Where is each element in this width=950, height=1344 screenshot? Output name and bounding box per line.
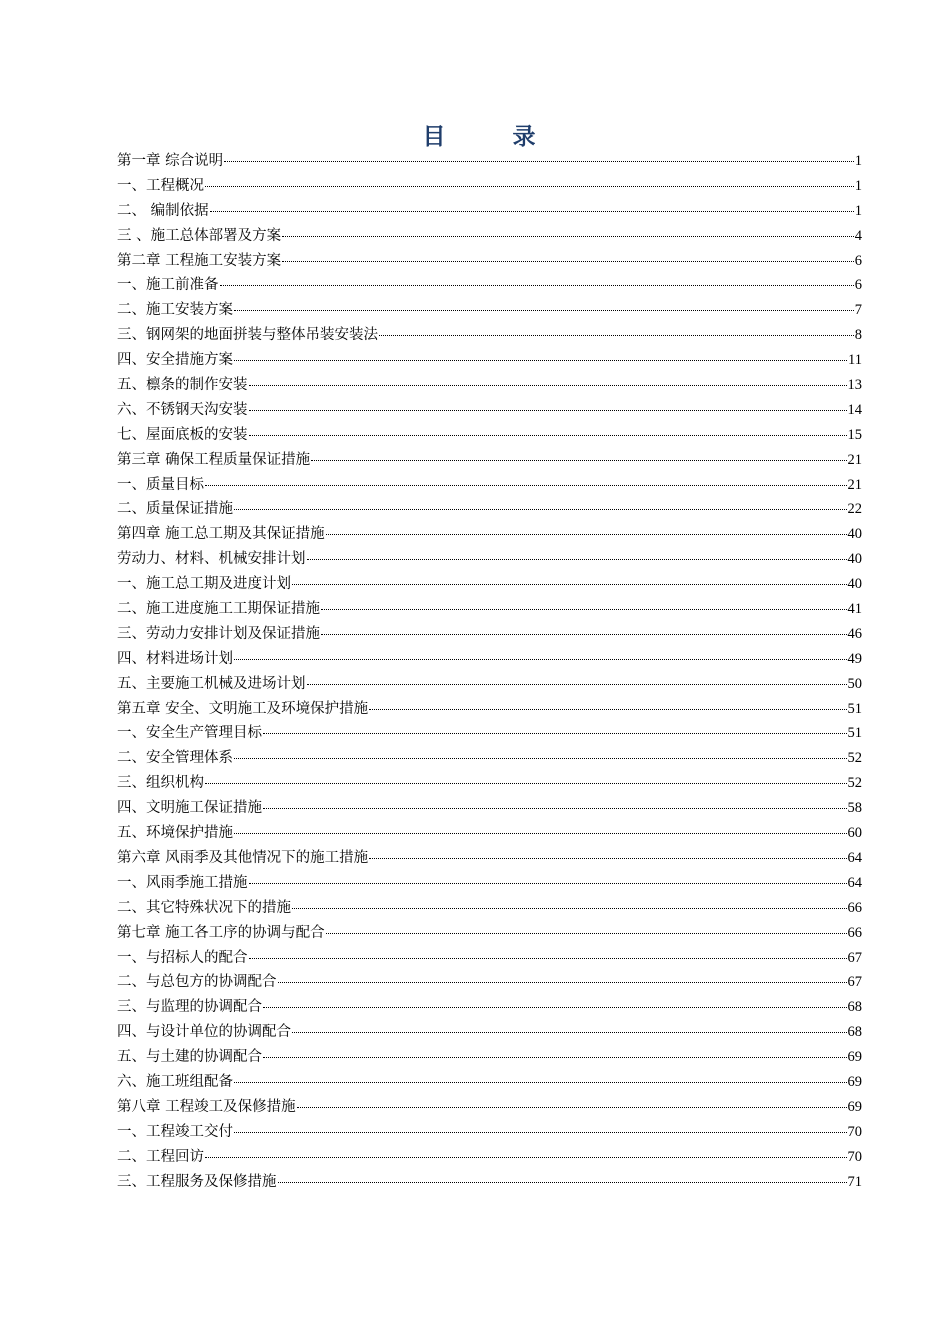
toc-page-number[interactable]: 69 bbox=[847, 1098, 862, 1115]
toc-dot-leader bbox=[234, 310, 854, 311]
toc-entry[interactable] bbox=[117, 149, 862, 174]
toc-dot-leader bbox=[205, 783, 847, 784]
toc-page-number[interactable]: 69 bbox=[847, 1049, 862, 1066]
toc-entry-label[interactable]: 二、施工进度施工工期保证措施 bbox=[117, 601, 320, 618]
toc-entry[interactable] bbox=[117, 1095, 862, 1120]
toc-entry-label[interactable]: 七、屋面底板的安装 bbox=[117, 426, 248, 443]
toc-entry[interactable] bbox=[117, 672, 862, 697]
toc-entry[interactable] bbox=[117, 921, 862, 946]
toc-dot-leader bbox=[249, 410, 847, 411]
toc-entry[interactable] bbox=[117, 995, 862, 1020]
toc-entry-label[interactable]: 二、工程回访 bbox=[117, 1148, 204, 1165]
toc-entry[interactable] bbox=[117, 970, 862, 995]
toc-page-number[interactable]: 1 bbox=[854, 153, 862, 169]
toc-dot-leader bbox=[234, 758, 847, 759]
toc-entry-label[interactable]: 五、檩条的制作安装 bbox=[117, 377, 248, 394]
toc-entry-label[interactable]: 第四章 施工总工期及其保证措施 bbox=[117, 526, 325, 543]
toc-entry[interactable] bbox=[117, 398, 862, 423]
toc-entry[interactable] bbox=[117, 224, 862, 249]
toc-entry[interactable] bbox=[117, 522, 862, 547]
toc-entry-label[interactable]: 三、钢网架的地面拼装与整体吊装安装法 bbox=[117, 327, 378, 344]
toc-dot-leader bbox=[282, 236, 854, 237]
toc-entry[interactable] bbox=[117, 199, 862, 224]
toc-entry-label[interactable]: 二、质量保证措施 bbox=[117, 501, 233, 518]
toc-entry[interactable] bbox=[117, 497, 862, 522]
toc-page-number[interactable]: 67 bbox=[847, 949, 862, 966]
toc-page-number[interactable]: 58 bbox=[847, 800, 862, 817]
toc-page-number[interactable]: 7 bbox=[854, 302, 862, 319]
toc-entry[interactable] bbox=[117, 1070, 862, 1095]
toc-dot-leader bbox=[234, 360, 847, 361]
toc-entry-label[interactable]: 四、安全措施方案 bbox=[117, 352, 233, 369]
toc-entry-label[interactable]: 一、施工总工期及进度计划 bbox=[117, 576, 291, 593]
toc-entry-label[interactable]: 一、工程概况 bbox=[117, 177, 204, 194]
toc-entry-label[interactable]: 六、不锈钢天沟安装 bbox=[117, 401, 248, 418]
toc-entry-label[interactable]: 三、劳动力安排计划及保证措施 bbox=[117, 625, 320, 642]
toc-entry-label[interactable]: 第八章 工程竣工及保修措施 bbox=[117, 1098, 296, 1115]
toc-page-number[interactable]: 50 bbox=[847, 675, 862, 692]
toc-entry[interactable] bbox=[117, 871, 862, 896]
toc-dot-leader bbox=[263, 1007, 847, 1008]
toc-page-number[interactable]: 1 bbox=[854, 202, 862, 219]
toc-entry[interactable] bbox=[117, 597, 862, 622]
toc-entry-label[interactable]: 三 、施工总体部署及方案 bbox=[117, 227, 282, 244]
toc-dot-leader bbox=[234, 509, 847, 510]
toc-page-number[interactable]: 66 bbox=[847, 899, 862, 916]
toc-entry[interactable] bbox=[117, 473, 862, 498]
toc-dot-leader bbox=[205, 1157, 847, 1158]
toc-page-number[interactable]: 22 bbox=[847, 501, 862, 518]
toc-page-number[interactable]: 60 bbox=[847, 825, 862, 842]
toc-page-number[interactable]: 41 bbox=[847, 601, 862, 618]
toc-entry[interactable] bbox=[117, 821, 862, 846]
toc-dot-leader bbox=[249, 883, 847, 884]
toc-entry-label[interactable]: 四、文明施工保证措施 bbox=[117, 800, 262, 817]
toc-entry-label[interactable]: 第五章 安全、文明施工及环境保护措施 bbox=[117, 700, 369, 717]
toc-page-number[interactable]: 15 bbox=[847, 426, 862, 443]
toc-page-number[interactable]: 70 bbox=[847, 1148, 862, 1165]
toc-dot-leader bbox=[326, 534, 847, 535]
toc-entry-label[interactable]: 三、工程服务及保修措施 bbox=[117, 1173, 277, 1190]
toc-page-number[interactable]: 21 bbox=[847, 451, 862, 468]
toc-page-number[interactable]: 46 bbox=[847, 625, 862, 642]
toc-entry-label[interactable]: 第六章 风雨季及其他情况下的施工措施 bbox=[117, 849, 369, 866]
toc-dot-leader bbox=[278, 982, 847, 983]
toc-page-number[interactable]: 21 bbox=[847, 476, 862, 493]
toc-entry[interactable] bbox=[117, 249, 862, 274]
toc-entry-label[interactable]: 一、风雨季施工措施 bbox=[117, 874, 248, 891]
toc-entry[interactable] bbox=[117, 1145, 862, 1170]
toc-page-number[interactable]: 67 bbox=[847, 974, 862, 991]
toc-page-number[interactable]: 14 bbox=[847, 401, 862, 418]
toc-dot-leader bbox=[307, 559, 847, 560]
toc-page-number[interactable]: 11 bbox=[848, 352, 862, 369]
toc-dot-leader bbox=[297, 1107, 847, 1108]
toc-page-number[interactable]: 8 bbox=[854, 327, 862, 344]
toc-entry[interactable] bbox=[117, 448, 862, 473]
toc-entry[interactable] bbox=[117, 373, 862, 398]
toc-page-number[interactable]: 66 bbox=[847, 924, 862, 941]
toc-entry[interactable] bbox=[117, 423, 862, 448]
toc-entry[interactable] bbox=[117, 547, 862, 572]
toc-page-number[interactable]: 40 bbox=[847, 551, 862, 568]
toc-entry-label[interactable]: 二、 编制依据 bbox=[117, 202, 209, 219]
toc-dot-leader bbox=[282, 261, 854, 262]
toc-entry[interactable] bbox=[117, 796, 862, 821]
toc-page-number[interactable]: 40 bbox=[847, 576, 862, 593]
toc-page-number[interactable]: 68 bbox=[847, 999, 862, 1016]
toc-dot-leader bbox=[210, 211, 854, 212]
toc-entry-label[interactable]: 五、环境保护措施 bbox=[117, 825, 233, 842]
toc-entry-label[interactable]: 二、安全管理体系 bbox=[117, 750, 233, 767]
toc-entry[interactable] bbox=[117, 697, 862, 722]
toc-dot-leader bbox=[278, 1182, 847, 1183]
toc-dot-leader bbox=[249, 435, 847, 436]
toc-dot-leader bbox=[326, 933, 847, 934]
toc-entry[interactable] bbox=[117, 946, 862, 971]
toc-page-number[interactable]: 1 bbox=[854, 177, 862, 194]
toc-entry-label[interactable]: 第三章 确保工程质量保证措施 bbox=[117, 451, 311, 468]
toc-page-number[interactable]: 69 bbox=[847, 1073, 862, 1090]
toc-entry[interactable] bbox=[117, 647, 862, 672]
toc-page-number[interactable]: 52 bbox=[847, 750, 862, 767]
toc-entry-label[interactable]: 一、施工前准备 bbox=[117, 277, 219, 294]
toc-entry[interactable] bbox=[117, 273, 862, 298]
toc-page-number[interactable]: 51 bbox=[847, 700, 862, 717]
toc-entry[interactable] bbox=[117, 1020, 862, 1045]
toc-entry-label[interactable]: 四、与设计单位的协调配合 bbox=[117, 1024, 291, 1041]
toc-dot-leader bbox=[369, 709, 846, 710]
page-title: 目 录 bbox=[422, 123, 558, 150]
toc-dot-leader bbox=[263, 733, 847, 734]
toc-entry[interactable] bbox=[117, 896, 862, 921]
toc-dot-leader bbox=[369, 858, 846, 859]
toc-page-number[interactable]: 49 bbox=[847, 650, 862, 667]
toc-entry[interactable] bbox=[117, 771, 862, 796]
toc-dot-leader bbox=[220, 285, 854, 286]
toc-dot-leader bbox=[234, 659, 847, 660]
toc-dot-leader bbox=[249, 385, 847, 386]
toc-page-number[interactable]: 71 bbox=[847, 1173, 862, 1190]
toc-dot-leader bbox=[321, 634, 847, 635]
toc-entry-label[interactable]: 四、材料进场计划 bbox=[117, 650, 233, 667]
toc-page-number[interactable]: 6 bbox=[854, 277, 862, 294]
toc-entry[interactable] bbox=[117, 622, 862, 647]
toc-entry[interactable] bbox=[117, 572, 862, 597]
toc-dot-leader bbox=[224, 161, 854, 162]
toc-dot-leader bbox=[263, 808, 847, 809]
toc-entry-label[interactable]: 一、工程竣工交付 bbox=[117, 1123, 233, 1140]
toc-page-number[interactable]: 13 bbox=[847, 377, 862, 394]
toc-page-number[interactable]: 68 bbox=[847, 1024, 862, 1041]
toc-entry[interactable] bbox=[117, 721, 862, 746]
toc-dot-leader bbox=[234, 833, 847, 834]
toc-dot-leader bbox=[379, 335, 854, 336]
toc-dot-leader bbox=[234, 1132, 847, 1133]
toc-dot-leader bbox=[307, 684, 847, 685]
toc-entry-label[interactable]: 二、施工安装方案 bbox=[117, 302, 233, 319]
toc-page-number[interactable]: 6 bbox=[854, 252, 862, 269]
toc-entry-label[interactable]: 第七章 施工各工序的协调与配合 bbox=[117, 924, 325, 941]
toc-dot-leader bbox=[263, 1057, 847, 1058]
toc-dot-leader bbox=[311, 460, 846, 461]
toc-entry-label[interactable]: 一、与招标人的配合 bbox=[117, 949, 248, 966]
toc-entry[interactable] bbox=[117, 846, 862, 871]
toc-dot-leader bbox=[249, 958, 847, 959]
toc-dot-leader bbox=[234, 1082, 847, 1083]
toc-entry-label[interactable]: 第一章 综合说明 bbox=[117, 153, 224, 169]
toc-page-number[interactable]: 64 bbox=[847, 849, 862, 866]
toc-entry[interactable] bbox=[117, 1045, 862, 1070]
toc-page-number[interactable]: 70 bbox=[847, 1123, 862, 1140]
toc-entry-label[interactable]: 二、与总包方的协调配合 bbox=[117, 974, 277, 991]
toc-entry[interactable] bbox=[117, 348, 862, 373]
toc-dot-leader bbox=[292, 908, 847, 909]
toc-page-number[interactable]: 4 bbox=[854, 227, 862, 244]
toc-entry[interactable] bbox=[117, 1170, 862, 1195]
toc-entry[interactable] bbox=[117, 323, 862, 348]
toc-page-number[interactable]: 52 bbox=[847, 775, 862, 792]
toc-entry-label[interactable]: 三、组织机构 bbox=[117, 775, 204, 792]
toc-entry-label[interactable]: 第二章 工程施工安装方案 bbox=[117, 252, 282, 269]
toc-entry-label[interactable]: 劳动力、材料、机械安排计划 bbox=[117, 551, 306, 568]
toc-page-number[interactable]: 40 bbox=[847, 526, 862, 543]
toc-dot-leader bbox=[205, 485, 847, 486]
toc-entry-label[interactable]: 三、与监理的协调配合 bbox=[117, 999, 262, 1016]
toc-entry-label[interactable]: 五、与土建的协调配合 bbox=[117, 1049, 262, 1066]
toc-entry[interactable] bbox=[117, 298, 862, 323]
toc-entry-label[interactable]: 二、其它特殊状况下的措施 bbox=[117, 899, 291, 916]
toc-entry-label[interactable]: 五、主要施工机械及进场计划 bbox=[117, 675, 306, 692]
toc-entry-label[interactable]: 一、安全生产管理目标 bbox=[117, 725, 262, 742]
toc-dot-leader bbox=[292, 1032, 847, 1033]
toc-page-number[interactable]: 51 bbox=[847, 725, 862, 742]
table-of-contents bbox=[117, 149, 862, 1194]
toc-entry[interactable] bbox=[117, 1120, 862, 1145]
toc-dot-leader bbox=[321, 609, 847, 610]
toc-entry[interactable] bbox=[117, 174, 862, 199]
toc-page-number[interactable]: 64 bbox=[847, 874, 862, 891]
toc-dot-leader bbox=[292, 584, 847, 585]
toc-entry-label[interactable]: 六、施工班组配备 bbox=[117, 1073, 233, 1090]
toc-dot-leader bbox=[205, 186, 854, 187]
toc-entry[interactable] bbox=[117, 746, 862, 771]
toc-entry-label[interactable]: 一、质量目标 bbox=[117, 476, 204, 493]
